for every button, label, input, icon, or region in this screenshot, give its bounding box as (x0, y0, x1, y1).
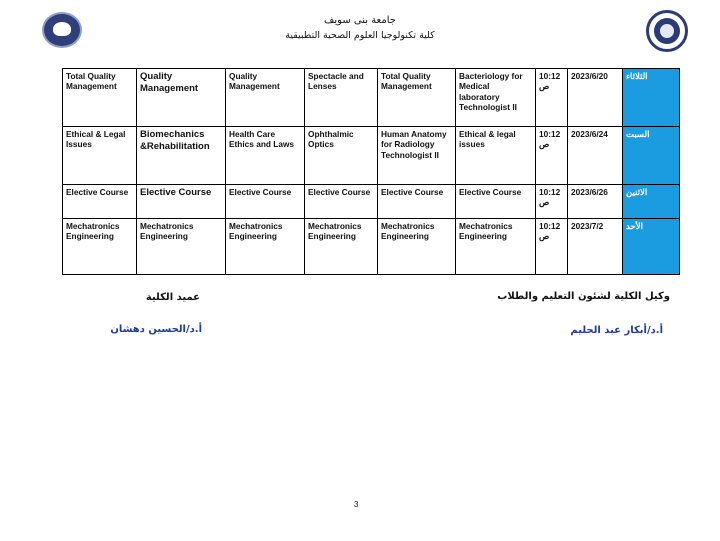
page-number: 3 (354, 500, 359, 509)
table-row (63, 69, 680, 127)
course-cell: Mechatronics Engineering (378, 219, 456, 275)
course-cell: Mechatronics Engineering (137, 219, 226, 275)
course-cell: Elective Course (137, 185, 226, 219)
course-cell: Bacteriology for Medical laboratory Technologist II (456, 69, 536, 127)
table-row (63, 219, 680, 275)
date-cell: 2023/7/2 (568, 219, 623, 275)
course-cell: Elective Course (63, 185, 137, 219)
vice-dean-title: وكيل الكلية لشئون التعليم والطلاب (497, 291, 670, 302)
course-cell: Elective Course (456, 185, 536, 219)
course-cell: Quality Management (137, 69, 226, 127)
time-cell: 10:12 ص (536, 69, 568, 127)
course-cell: Ethical & legal issues (456, 127, 536, 185)
course-cell: Elective Course (305, 185, 378, 219)
day-cell: الأحد (623, 219, 680, 275)
time-cell: 10:12 ص (536, 127, 568, 185)
exam-schedule-table (62, 68, 680, 275)
course-cell: Human Anatomy for Radiology Technologist II (378, 127, 456, 185)
day-cell: الاثنين (623, 185, 680, 219)
time-cell: 10:12 ص (536, 185, 568, 219)
time-cell: 10:12 ص (536, 219, 568, 275)
date-cell: 2023/6/24 (568, 127, 623, 185)
course-cell: Total Quality Management (378, 69, 456, 127)
dean-title: عميد الكلية (145, 292, 200, 303)
day-cell: الثلاثاء (623, 69, 680, 127)
course-cell: Mechatronics Engineering (63, 219, 137, 275)
course-cell: Mechatronics Engineering (305, 219, 378, 275)
course-cell: Ethical & Legal Issues (63, 127, 137, 185)
day-cell: السبت (623, 127, 680, 185)
university-name: جامعة بنى سويف (324, 15, 396, 26)
course-cell: Elective Course (226, 185, 305, 219)
date-cell: 2023/6/20 (568, 69, 623, 127)
course-cell: Quality Management (226, 69, 305, 127)
vice-dean-name: أ.د/أبكار عبد الحليم (570, 325, 663, 336)
course-cell: Spectacle and Lenses (305, 69, 378, 127)
course-cell: Mechatronics Engineering (456, 219, 536, 275)
table-row (63, 185, 680, 219)
course-cell: Total Quality Management (63, 69, 137, 127)
course-cell: Health Care Ethics and Laws (226, 127, 305, 185)
course-cell: Mechatronics Engineering (226, 219, 305, 275)
dean-name: أ.د/الحسين دهشان (110, 324, 202, 335)
date-cell: 2023/6/26 (568, 185, 623, 219)
course-cell: Elective Course (378, 185, 456, 219)
course-cell: Ophthalmic Optics (305, 127, 378, 185)
course-cell: Biomechanics &Rehabilitation (137, 127, 226, 185)
table-row (63, 127, 680, 185)
faculty-name: كلية تكنولوجيا العلوم الصحية التطبيقية (285, 30, 435, 41)
